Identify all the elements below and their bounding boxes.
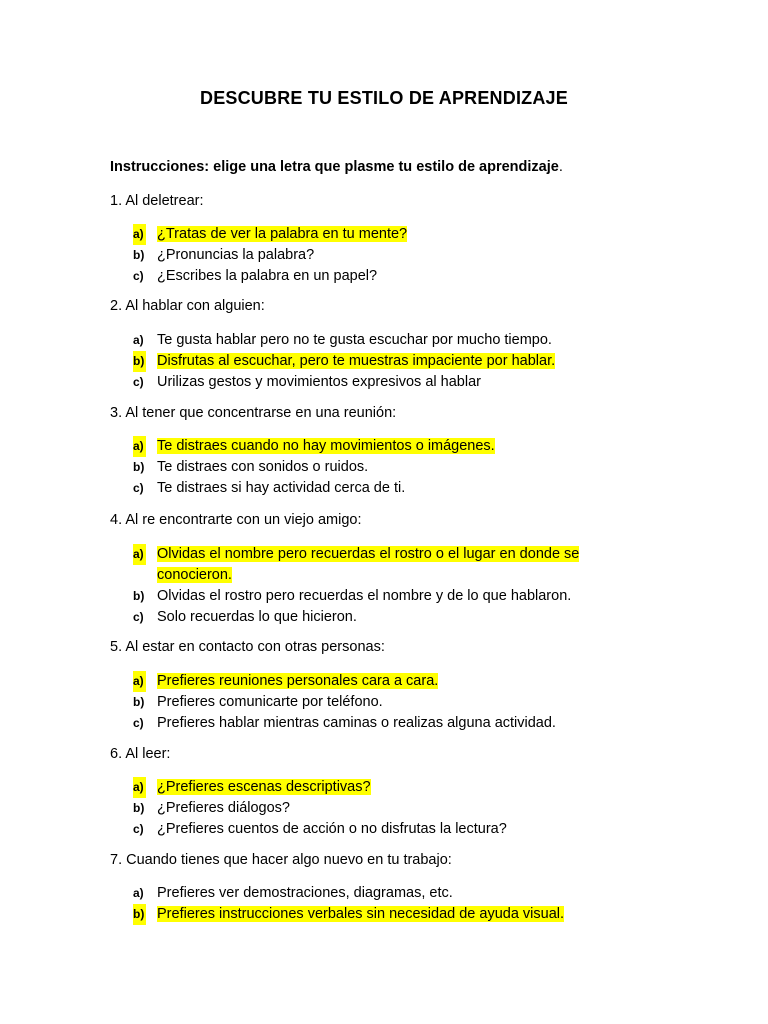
option-text: ¿Escribes la palabra en un papel?: [157, 268, 378, 284]
option-4-a[interactable]: [133, 544, 693, 586]
option-letter: c): [133, 375, 144, 389]
option-6-b[interactable]: [133, 798, 693, 819]
option-letter: c): [133, 610, 144, 624]
question-3: 3. Al tener que concentrarse en una reunión:: [110, 405, 397, 421]
option-text: Disfrutas al escuchar, pero te muestras impaciente por hablar.: [157, 353, 556, 369]
option-text: Te distraes cuando no hay movimientos o imágenes.: [157, 438, 495, 454]
option-letter: a): [133, 886, 144, 900]
option-6-a[interactable]: [133, 777, 693, 798]
option-letter: b): [133, 801, 145, 815]
option-letter: b): [133, 904, 146, 925]
question-7: 7. Cuando tienes que hacer algo nuevo en tu trabajo:: [110, 852, 452, 868]
option-letter: b): [133, 351, 146, 372]
question-1: 1. Al deletrear:: [110, 193, 204, 209]
option-text-continued: conocieron.: [157, 567, 232, 583]
option-letter: a): [133, 671, 146, 692]
option-letter: b): [133, 589, 145, 603]
option-letter: a): [133, 544, 146, 565]
option-text: Prefieres reuniones personales cara a cara.: [157, 673, 439, 689]
instructions: [110, 159, 563, 175]
instructions-label: Instrucciones: [110, 159, 205, 175]
option-text: Olvidas el rostro pero recuerdas el nombre y de lo que hablaron.: [157, 588, 572, 604]
option-text: Olvidas el nombre pero recuerdas el rostro o el lugar en donde se: [157, 546, 580, 562]
option-3-a[interactable]: [133, 436, 693, 457]
question-6: 6. Al leer:: [110, 746, 171, 762]
option-2-b[interactable]: [133, 351, 693, 372]
option-5-b[interactable]: [133, 692, 693, 713]
option-3-b[interactable]: [133, 457, 693, 478]
instructions-text: : elige una letra que plasme tu estilo de aprendizaje: [204, 159, 559, 175]
option-text: Prefieres instrucciones verbales sin necesidad de ayuda visual.: [157, 906, 565, 922]
option-letter: c): [133, 269, 144, 283]
option-4-b[interactable]: [133, 586, 693, 607]
option-letter: a): [133, 436, 146, 457]
option-7-b[interactable]: [133, 904, 693, 925]
option-6-c[interactable]: [133, 819, 693, 840]
page-title: DESCUBRE TU ESTILO DE APRENDIZAJE: [200, 88, 568, 108]
option-letter: a): [133, 333, 144, 347]
option-7-a[interactable]: [133, 883, 693, 904]
option-text: Solo recuerdas lo que hicieron.: [157, 609, 357, 625]
option-1-c[interactable]: [133, 266, 693, 287]
option-text: Prefieres ver demostraciones, diagramas, etc.: [157, 885, 453, 901]
question-4: 4. Al re encontrarte con un viejo amigo:: [110, 512, 362, 528]
instructions-end: .: [558, 159, 563, 175]
option-letter: a): [133, 777, 146, 798]
option-text: Te distraes con sonidos o ruidos.: [157, 459, 369, 475]
option-text: ¿Prefieres diálogos?: [157, 800, 290, 816]
option-text: ¿Pronuncias la palabra?: [157, 247, 315, 263]
option-letter: c): [133, 822, 144, 836]
option-2-a[interactable]: [133, 330, 693, 351]
option-letter: b): [133, 248, 145, 262]
option-text: Urilizas gestos y movimientos expresivos al hablar: [157, 374, 481, 390]
question-2: 2. Al hablar con alguien:: [110, 298, 265, 314]
option-text: Prefieres hablar mientras caminas o realizas alguna actividad.: [157, 715, 556, 731]
option-5-a[interactable]: [133, 671, 693, 692]
option-text: ¿Prefieres escenas descriptivas?: [157, 779, 371, 795]
option-text: Te distraes si hay actividad cerca de ti.: [157, 480, 406, 496]
question-5: 5. Al estar en contacto con otras personas:: [110, 639, 385, 655]
option-text: Te gusta hablar pero no te gusta escuchar por mucho tiempo.: [157, 332, 552, 348]
option-4-c[interactable]: [133, 607, 693, 628]
option-3-c[interactable]: [133, 478, 693, 499]
option-1-a[interactable]: [133, 224, 693, 245]
option-letter: b): [133, 460, 145, 474]
option-letter: b): [133, 695, 145, 709]
option-letter: a): [133, 224, 146, 245]
option-text: ¿Prefieres cuentos de acción o no disfrutas la lectura?: [157, 821, 507, 837]
option-letter: c): [133, 481, 144, 495]
option-text: Prefieres comunicarte por teléfono.: [157, 694, 383, 710]
option-2-c[interactable]: [133, 372, 693, 393]
option-5-c[interactable]: [133, 713, 693, 734]
option-1-b[interactable]: [133, 245, 693, 266]
option-text: ¿Tratas de ver la palabra en tu mente?: [157, 226, 408, 242]
option-letter: c): [133, 716, 144, 730]
